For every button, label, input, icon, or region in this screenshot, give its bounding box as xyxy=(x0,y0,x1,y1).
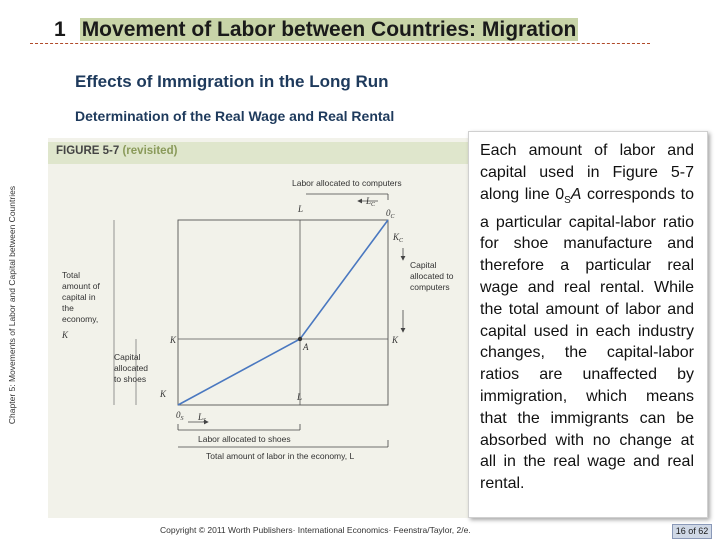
explanation-textbox xyxy=(468,131,708,518)
label-origin-computers: $0_C$ xyxy=(386,208,395,220)
label-total-capital: Total amount of capital in the economy, xyxy=(62,270,100,324)
label-k-left: K xyxy=(170,335,177,345)
label-total-labor: Total amount of labor in the economy, L xyxy=(206,451,355,461)
title-number: 1 xyxy=(54,18,66,41)
label-capital-computers: Capital allocated to computers xyxy=(410,260,454,292)
section-heading: Effects of Immigration in the Long Run xyxy=(75,72,389,91)
label-ks: K xyxy=(160,389,167,399)
figure-number: FIGURE 5-7 xyxy=(56,145,120,157)
title-divider xyxy=(30,43,650,44)
chapter-side-label: Chapter 5: Movements of Labor and Capital between Countries xyxy=(7,185,17,425)
figure-revisited: (revisited) xyxy=(122,145,178,157)
label-kc: $K_C$ xyxy=(393,232,404,244)
slide-title xyxy=(30,18,650,44)
explanation-text: Each amount of labor and capital used in Figure 5-7 along line $0_SA$ corresponds to a particular capital-labor ratio for shoe manufacture and therefore a particular real wage and real rental. While the total amount of labor and capital used in each industry changes, the capital-labor ratios are unaffected by immigration, which means that the immigrants can be absorbed with no change at all in the real wage and real rental. xyxy=(480,142,694,493)
label-labor-shoes: Labor allocated to shoes xyxy=(198,434,291,444)
label-lc-top: $L_C$ xyxy=(366,196,376,208)
allocation-box xyxy=(178,220,388,405)
label-capital-shoes: Capital allocated to shoes xyxy=(114,352,149,384)
label-ls: $L_S$ xyxy=(198,412,207,424)
title-text: Movement of Labor between Countries: Migration xyxy=(81,18,577,41)
point-a xyxy=(298,337,302,341)
section-subheading: Determination of the Real Wage and Real Rental xyxy=(75,108,395,124)
label-l-bottom: L xyxy=(297,392,303,402)
allocation-box-diagram xyxy=(48,160,478,470)
page-number-badge: 16 of 62 xyxy=(672,524,712,539)
label-labor-computers: Labor allocated to computers xyxy=(292,178,402,188)
label-total-capital-k: K xyxy=(62,330,69,340)
copyright-footer: Copyright © 2011 Worth Publishers· International Economics· Feenstra/Taylor, 2/e. xyxy=(160,525,471,535)
allocation-line xyxy=(178,220,388,405)
figure-caption xyxy=(56,145,177,157)
label-a: A xyxy=(303,342,309,352)
label-l-top: L xyxy=(298,204,304,214)
label-origin-shoes: $0_S$ xyxy=(176,410,184,422)
label-k-right: K xyxy=(392,335,399,345)
